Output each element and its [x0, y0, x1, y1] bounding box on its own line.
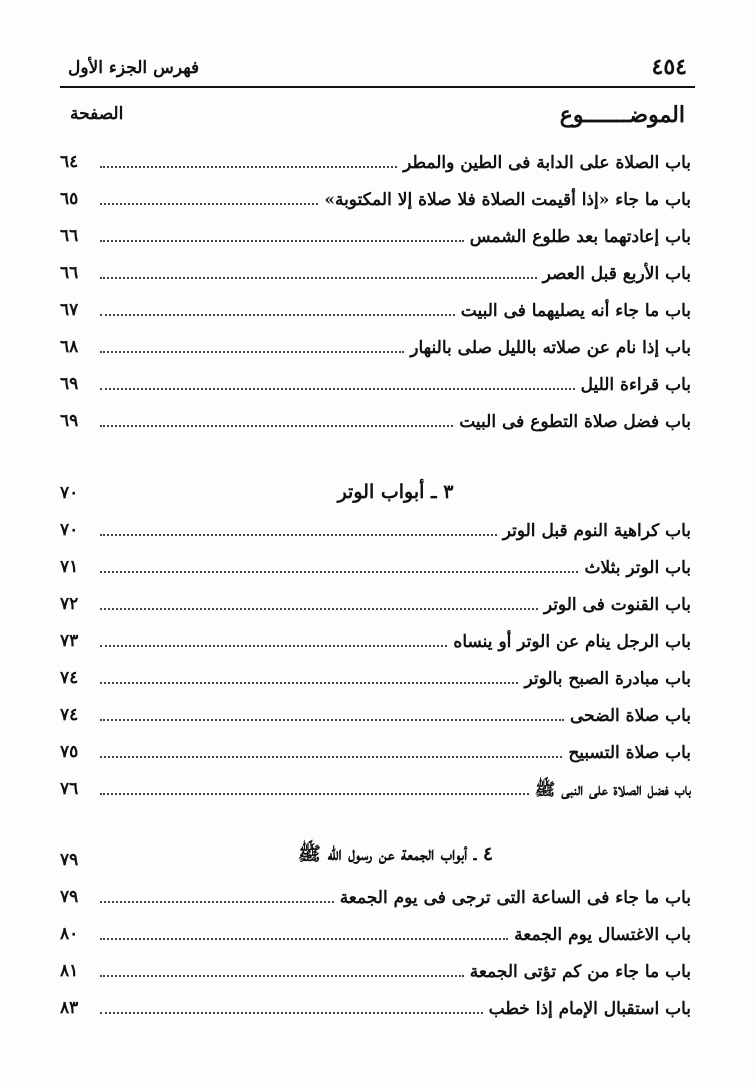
toc-entry — [60, 986, 691, 1022]
toc-entry — [60, 912, 691, 948]
entry-title: باب ما جاء فى الساعة التى ترجى فى يوم الجمعة — [339, 888, 691, 908]
section-heading-jumuah — [60, 838, 691, 874]
entry-page: ٧٦ — [60, 779, 79, 799]
entry-page: ٧٠ — [60, 520, 79, 540]
entry-page: ٦٦ — [60, 226, 79, 246]
toc-entry — [60, 214, 691, 250]
entry-page: ٦٥ — [60, 189, 79, 209]
toc-entry — [60, 949, 691, 985]
leader-dots — [100, 425, 453, 427]
toc-entry — [60, 177, 691, 213]
entry-page: ٨٠ — [60, 924, 79, 944]
leader-dots — [100, 240, 464, 242]
entry-page: ٧١ — [60, 557, 79, 577]
toc-entry — [60, 508, 691, 544]
entry-title: باب الأربع قبل العصر — [542, 264, 691, 284]
entry-page: ٧٥ — [60, 742, 79, 762]
entry-page: ٦٨ — [60, 337, 79, 357]
entry-page: ٧٢ — [60, 594, 79, 614]
running-header — [60, 52, 695, 88]
leader-dots — [100, 314, 455, 316]
entry-title: باب إذا نام عن صلاته بالليل صلى بالنهار — [410, 338, 691, 358]
leader-dots — [100, 645, 447, 647]
entry-title: باب فضل الصلاة على النبى ﷺ — [534, 780, 691, 800]
entry-page: ٦٩ — [60, 411, 79, 431]
entry-title: باب استقبال الإمام إذا خطب — [488, 999, 691, 1019]
entry-title: باب الصلاة على الدابة فى الطين والمطر — [403, 153, 691, 173]
toc-entry — [60, 693, 691, 729]
toc-entry — [60, 619, 691, 655]
section-title: ٣ ـ أبواب الوتر — [337, 481, 454, 503]
entry-title: باب ما جاء أنه يصليهما فى البيت — [460, 301, 691, 321]
leader-dots — [100, 608, 538, 610]
leader-dots — [100, 793, 529, 795]
entry-title: باب الوتر بثلاث — [584, 558, 691, 578]
leader-dots — [100, 901, 334, 903]
entry-page: ٧٩ — [60, 887, 79, 907]
entry-page: ٧٤ — [60, 668, 79, 688]
entry-page: ٦٦ — [60, 263, 79, 283]
entry-page: ٦٩ — [60, 374, 79, 394]
running-title: فهرس الجزء الأول — [68, 58, 200, 78]
section-page: ٧٩ — [60, 850, 79, 870]
topic-column-header: الموضـــــــوع — [559, 102, 685, 128]
entry-title: باب الاغتسال يوم الجمعة — [514, 925, 691, 945]
leader-dots — [100, 351, 404, 353]
entry-page: ٧٣ — [60, 631, 79, 651]
leader-dots — [100, 975, 464, 977]
leader-dots — [100, 719, 564, 721]
entry-title: باب صلاة التسبيح — [568, 743, 691, 763]
section-page: ٧٠ — [60, 483, 79, 503]
toc-entry — [60, 656, 691, 692]
entry-title: باب مبادرة الصبح بالوتر — [524, 669, 691, 689]
column-headers — [60, 100, 695, 136]
leader-dots — [100, 203, 318, 205]
toc-entry — [60, 875, 691, 911]
entry-title: باب قراءة الليل — [580, 375, 691, 395]
entry-page: ٨١ — [60, 961, 79, 981]
entry-title: باب كراهية النوم قبل الوتر — [502, 521, 691, 541]
toc-entry — [60, 140, 691, 176]
page-number: ٤٥٤ — [651, 54, 687, 80]
leader-dots — [100, 938, 508, 940]
section-title: ٤ ـ أبواب الجمعة عن رسول الله ﷺ — [297, 843, 494, 865]
toc-entry — [60, 325, 691, 361]
entry-title: باب ما جاء من كم تؤتى الجمعة — [469, 962, 691, 982]
toc-entry — [60, 251, 691, 287]
entry-page: ٨٣ — [60, 998, 79, 1018]
toc-entry — [60, 582, 691, 618]
leader-dots — [100, 756, 562, 758]
entry-page: ٧٤ — [60, 705, 79, 725]
entry-title: باب إعادتهما بعد طلوع الشمس — [469, 227, 691, 247]
toc-entry — [60, 767, 691, 803]
toc-entry — [60, 399, 691, 435]
leader-dots — [100, 388, 575, 390]
leader-dots — [100, 534, 497, 536]
leader-dots — [100, 277, 537, 279]
section-heading-witr — [60, 471, 691, 507]
entry-title: باب فضل صلاة التطوع فى البيت — [459, 412, 691, 432]
toc-entry — [60, 362, 691, 398]
entry-page: ٦٤ — [60, 152, 79, 172]
leader-dots — [100, 166, 397, 168]
toc-entry — [60, 545, 691, 581]
leader-dots — [100, 682, 518, 684]
leader-dots — [100, 571, 578, 573]
entry-page: ٦٧ — [60, 300, 79, 320]
leader-dots — [100, 1012, 483, 1014]
entry-title: باب القنوت فى الوتر — [543, 595, 691, 615]
entry-title: باب ما جاء «إذا أقيمت الصلاة فلا صلاة إلا المكتوبة» — [324, 190, 691, 210]
toc-entry — [60, 288, 691, 324]
page-column-header: الصفحة — [70, 104, 124, 124]
entry-title: باب صلاة الضحى — [569, 706, 691, 726]
entry-title: باب الرجل ينام عن الوتر أو ينساه — [453, 632, 691, 652]
toc-entry — [60, 730, 691, 766]
